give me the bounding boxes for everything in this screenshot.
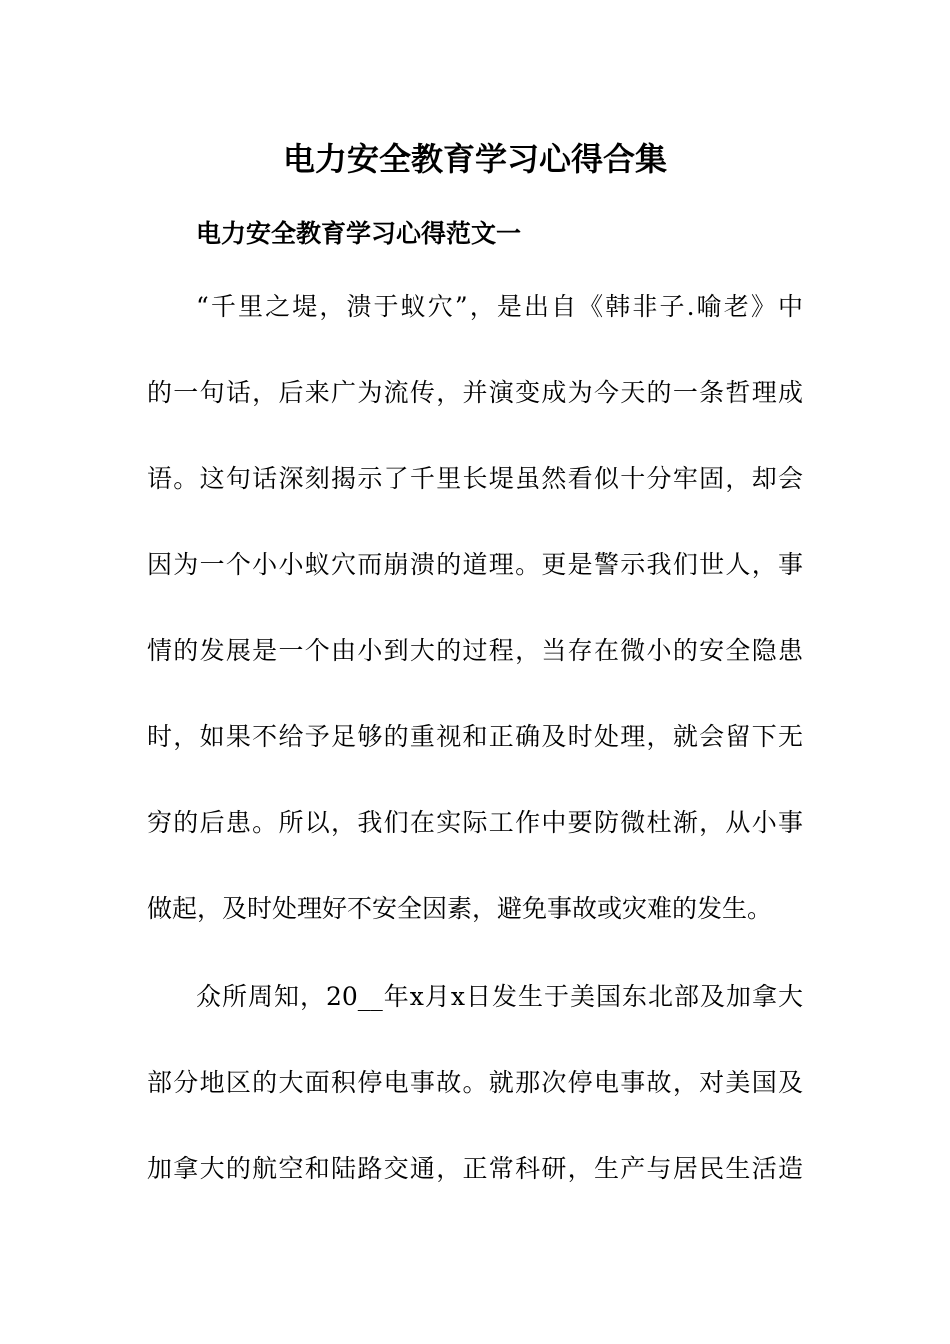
paragraph-line: 的一句话，后来广为流传，并演变成为今天的一条哲理成 [147, 378, 803, 407]
paragraph-line: “千里之堤，溃于蚁穴”，是出自《韩非子.喻老》中 [196, 292, 803, 321]
paragraph-line: 因为一个小小蚁穴而崩溃的道理。更是警示我们世人，事 [147, 550, 803, 579]
paragraph-line: 做起，及时处理好不安全因素，避免事故或灾难的发生。 [147, 894, 773, 923]
paragraph-line: 情的发展是一个由小到大的过程，当存在微小的安全隐患 [147, 636, 803, 665]
paragraph-line: 语。这句话深刻揭示了千里长堤虽然看似十分牢固，却会 [147, 464, 803, 493]
paragraph-line: 加拿大的航空和陆路交通，正常科研，生产与居民生活造 [147, 1154, 803, 1183]
paragraph-line: 时，如果不给予足够的重视和正确及时处理，就会留下无 [147, 722, 803, 751]
document-title: 电力安全教育学习心得合集 [282, 140, 667, 178]
paragraph-line: 穷的后患。所以，我们在实际工作中要防微杜渐，从小事 [147, 808, 803, 837]
section-heading: 电力安全教育学习心得范文一 [196, 219, 522, 248]
paragraph-line: 众所周知，20__年x月x日发生于美国东北部及加拿大 [196, 982, 803, 1011]
paragraph-line: 部分地区的大面积停电事故。就那次停电事故，对美国及 [147, 1068, 803, 1097]
